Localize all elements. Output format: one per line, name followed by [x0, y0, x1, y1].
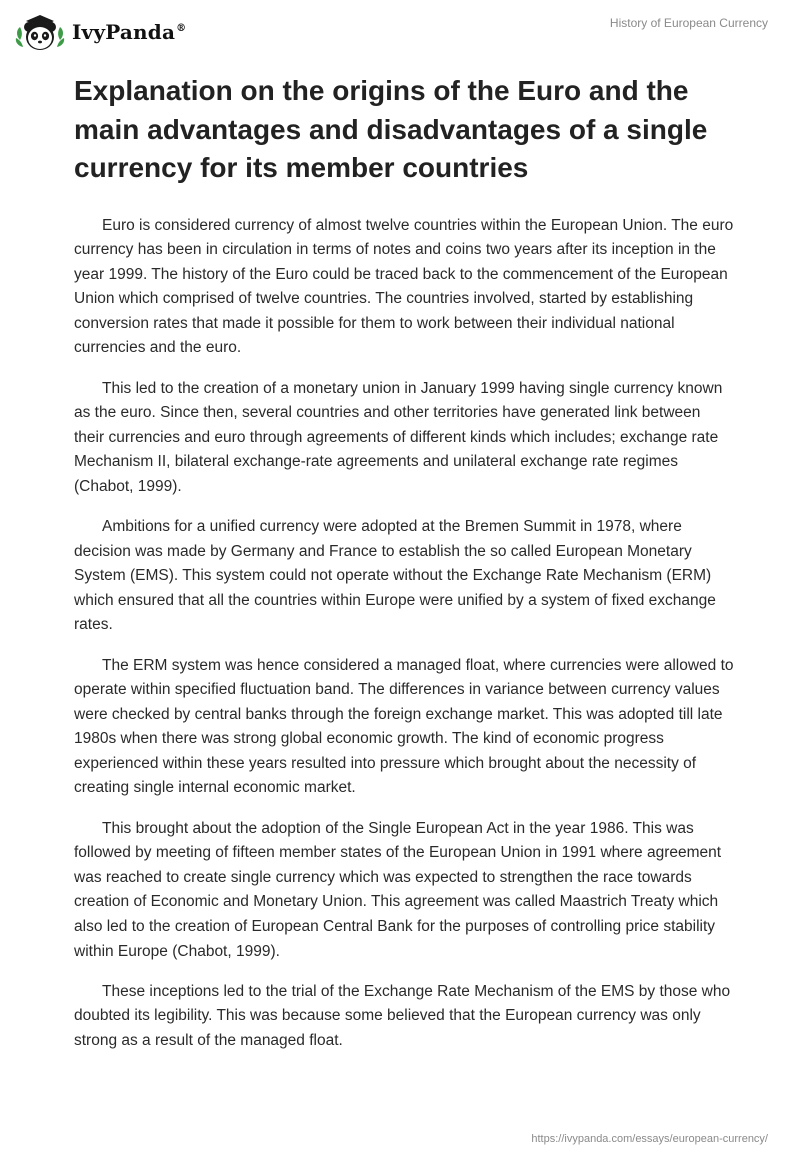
paragraph: This brought about the adoption of the Single European Act in the year 1986. This was followed by meeting of fifteen member states of the European Union in 1991 where agreement was reached to create single currency which was expected to strengthen the race towards creation of Economic and Monetary Union. This agreement was called Maastrich Treaty which also led to the creation of European Central Bank for the purposes of controlling price stability within Europe (Chabot, 1999). — [74, 819, 722, 960]
source-url[interactable]: https://ivypanda.com/essays/european-currency/ — [531, 1133, 768, 1145]
paragraph: The ERM system was hence considered a managed float, where currencies were allowed to operate within specified fluctuation band. The differences in variance between currency values were checked by central banks through the foreign exchange market. This was adopted till late 1980s when there was strong global economic growth. The kind of economic progress experienced within these years resulted into pressure which brought about the necessity of creating single internal economic market. — [74, 656, 734, 797]
paragraph: These inceptions led to the trial of the Exchange Rate Mechanism of the EMS by those who doubted its legibility. This was because some believed that the European currency was only strong as a result of the managed float. — [74, 982, 731, 1049]
ivypanda-logo[interactable] — [14, 10, 186, 54]
paragraph: Ambitions for a unified currency were adopted at the Bremen Summit in 1978, where decision was made by Germany and France to establish the so called European Monetary System (EMS). This system could not operate without the Exchange Rate Mechanism (ERM) which ensured that all the countries within Europe were unified by a system of fixed exchange rates. — [74, 518, 716, 634]
paragraph: Euro is considered currency of almost twelve countries within the European Union. The euro currency has been in circulation in terms of notes and coins two years after its inception in the year 1999. The history of the Euro could be traced back to the commencement of the European Union which comprised of twelve countries. The countries involved, started by establishing conversion rates that made it possible for them to work between their individual national currencies and the euro. — [74, 216, 734, 357]
panda-logo-icon — [14, 10, 66, 54]
brand-name: IvyPanda® — [72, 20, 187, 44]
document-title: History of European Currency — [609, 16, 768, 30]
paragraph: This led to the creation of a monetary union in January 1999 having single currency known as the euro. Since then, several countries and other territories have generated link between their currencies and euro through agreements of different kinds which includes; exchange rate Mechanism II, bilateral exchange-rate agreements and unilateral exchange rate regimes (Chabot, 1999). — [74, 379, 723, 495]
article-body — [74, 72, 734, 1069]
registered-mark: ® — [176, 23, 187, 35]
page-header — [0, 0, 800, 60]
article-heading: Explanation on the origins of the Euro and the main advantages and disadvantages of a single currency for its member countries — [74, 75, 708, 183]
